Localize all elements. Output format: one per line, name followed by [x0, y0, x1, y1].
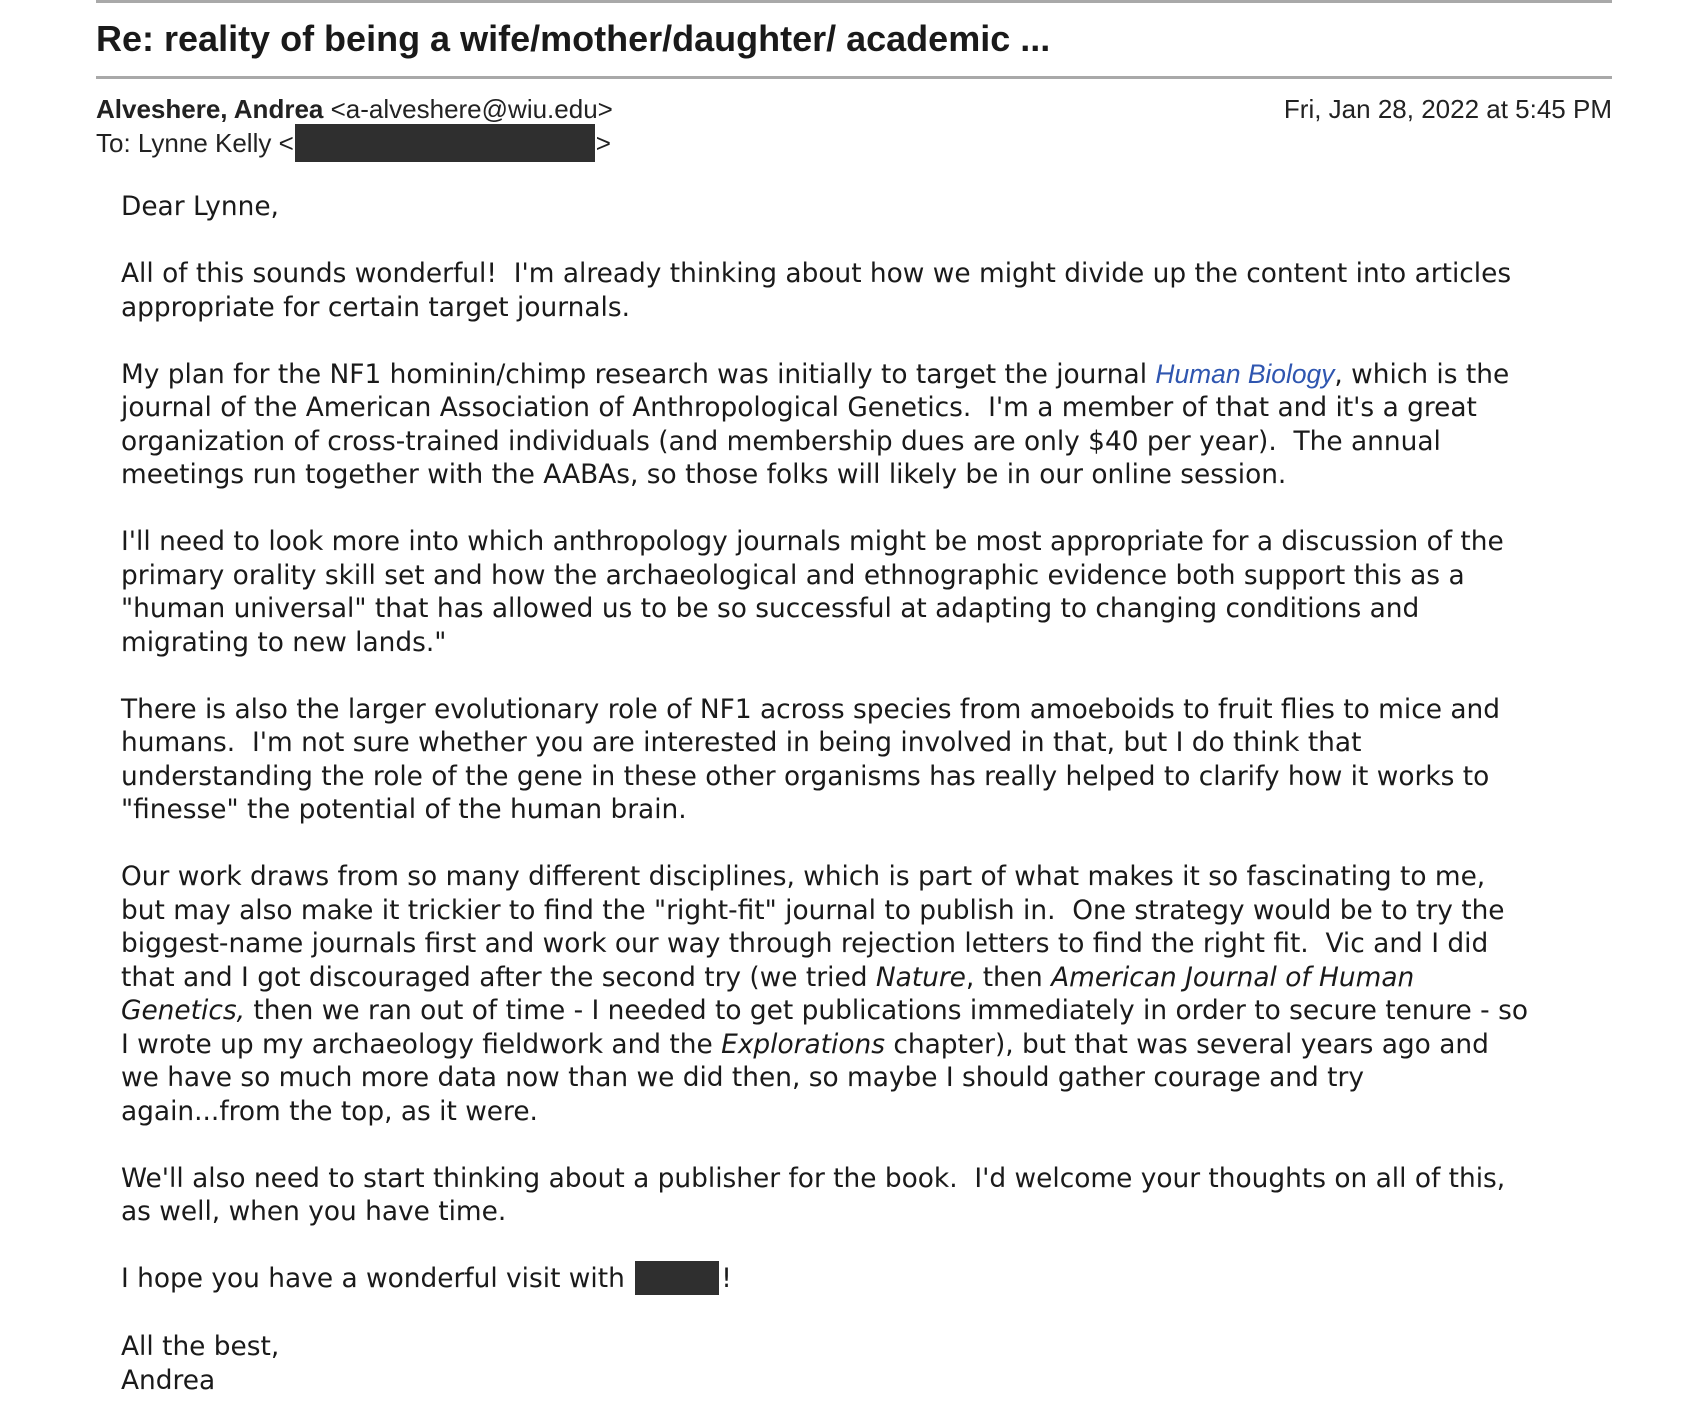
signature: Andrea [121, 1364, 216, 1396]
body-line: again...from the top, as it were. [121, 1095, 538, 1127]
subject-divider [96, 76, 1612, 79]
body-line: that and I got discouraged after the second try (we tried Nature, then American Journal of Human [121, 961, 1415, 993]
recipient-suffix: > [595, 127, 611, 158]
recipient-line [96, 126, 611, 164]
body-line: but may also make it trickier to find the "right-fit" journal to publish in. One strategy would be to try the [121, 894, 1505, 926]
body-line: I hope you have a wonderful visit with ! [121, 1262, 1621, 1297]
paragraph-4 [121, 693, 1621, 827]
journal-title-ajhg: American Journal of Human [1051, 961, 1415, 993]
body-line: biggest-name journals first and work our way through rejection letters to find the right fit. Vic and I did [121, 928, 1489, 959]
paragraph-2 [121, 358, 1621, 492]
email-subject: Re: reality of being a wife/mother/daughter/ academic ... [96, 18, 1051, 59]
redacted-email-block [295, 124, 595, 162]
sender-name: Alveshere, Andrea [96, 94, 324, 124]
body-line: organization of cross-trained individuals (and membership dues are only $40 per year). The annual [121, 425, 1441, 457]
body-line: understanding the role of the gene in these other organisms has really helped to clarify how it works to [121, 760, 1490, 792]
body-line: appropriate for certain target journals. [121, 291, 630, 323]
email-date: Fri, Jan 28, 2022 at 5:45 PM [1283, 94, 1612, 124]
paragraph-7 [121, 1262, 1621, 1297]
paragraph-1 [121, 257, 1621, 324]
body-line: migrating to new lands." [121, 626, 447, 658]
body-line: we have so much more data now than we did then, so maybe I should gather courage and try [121, 1062, 1364, 1093]
sign-off [121, 1330, 1621, 1397]
human-biology-link[interactable]: Human Biology [1155, 358, 1335, 389]
body-line: Genetics, then we ran out of time - I needed to get publications immediately in order to secure tenure - so [121, 995, 1528, 1026]
body-line: meetings run together with the AABAs, so those folks will likely be in our online session. [121, 459, 1287, 490]
book-title-explorations: Explorations [721, 1028, 885, 1060]
journal-title-ajhg-cont: Genetics, [121, 995, 245, 1026]
body-line: All of this sounds wonderful! I'm already thinking about how we might divide up the content into articles [121, 258, 1512, 289]
paragraph-3 [121, 525, 1621, 659]
journal-title-nature: Nature [875, 961, 966, 993]
email-body [121, 190, 1621, 1397]
paragraph-5 [121, 860, 1621, 1128]
body-line: There is also the larger evolutionary role of NF1 across species from amoeboids to fruit flies to mice and [121, 693, 1500, 725]
body-line: as well, when you have time. [121, 1196, 507, 1227]
body-line: primary orality skill set and how the archaeological and ethnographic evidence both support this as a [121, 559, 1465, 591]
sender-email[interactable]: <a-alveshere@wiu.edu> [330, 94, 613, 124]
body-line: My plan for the NF1 hominin/chimp research was initially to target the journal Human Biology, which is the [121, 358, 1510, 390]
sender-line [96, 93, 613, 125]
body-line: journal of the American Association of Anthropological Genetics. I'm a member of that and it's a great [121, 392, 1477, 423]
body-line: I'll need to look more into which anthropology journals might be most appropriate for a discussion of the [121, 526, 1504, 557]
body-line: We'll also need to start thinking about a publisher for the book. I'd welcome your thoughts on all of this, [121, 1162, 1506, 1194]
body-line: "finesse" the potential of the human brain. [121, 794, 687, 825]
recipient-prefix: To: Lynne Kelly < [96, 127, 294, 158]
body-line: humans. I'm not sure whether you are interested in being involved in that, but I do think that [121, 727, 1362, 758]
greeting: Dear Lynne, [121, 191, 279, 222]
paragraph-6 [121, 1162, 1621, 1229]
closing: All the best, [121, 1331, 280, 1362]
top-divider [96, 0, 1612, 3]
redacted-name-block [635, 1261, 719, 1295]
body-line: I wrote up my archaeology fieldwork and the Explorations chapter), but that was several years ago and [121, 1028, 1489, 1060]
body-line: Our work draws from so many different disciplines, which is part of what makes it so fascinating to me, [121, 861, 1486, 892]
body-line: "human universal" that has allowed us to be so successful at adapting to changing conditions and [121, 593, 1420, 624]
